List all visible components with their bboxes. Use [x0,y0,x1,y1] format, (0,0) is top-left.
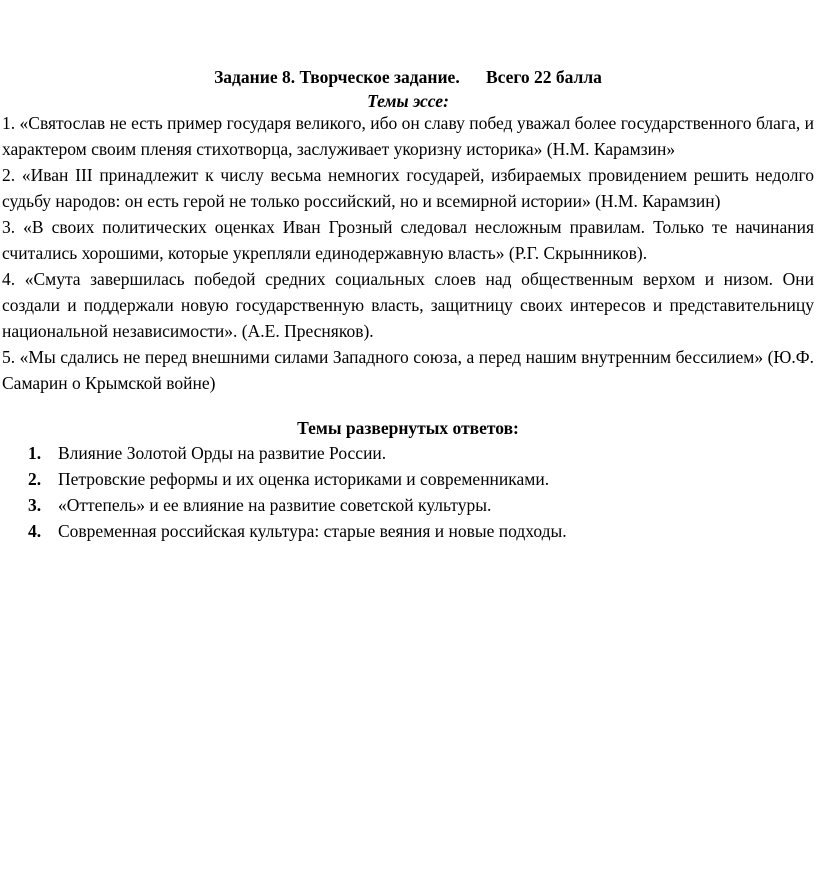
essay-topics-heading: Темы эссе: [367,91,449,111]
task-title: Задание 8. Творческое задание. Всего 22 балла [214,67,602,87]
answer-topic-text: Современная российская культура: старые веяния и новые подходы. [58,521,567,541]
answer-topic-number: 3. [28,495,42,515]
essay-topic-3: 3. «В своих политических оценках Иван Грозный следовал несложным правилам. Только те начинания считались хорошими, которые укрепляли единодержавную власть» (Р.Г. Скрынников). [2,217,814,263]
answer-topics-list [28,440,808,544]
answer-topic-number: 2. [28,469,42,489]
answer-topic-text: Петровские реформы и их оценка историками и современниками. [58,469,550,489]
answer-topic-number: 4. [28,521,42,541]
essay-topic-4: 4. «Смута завершилась победой средних социальных слоев над общественным верхом и низом. Они создали и поддержали новую государственную власть, защитницу своих интересов и представительницу национальной независимости». (А.Е. Пресняков). [2,269,814,341]
essay-topic-2: 2. «Иван III принадлежит к числу весьма немногих государей, избираемых провидением решить недолго судьбу народов: он есть герой не только российский, но и всемирной истории» (Н.М. Карамзин) [2,165,814,211]
answer-topic-3 [28,492,808,518]
essay-topic-1: 1. «Святослав не есть пример государя великого, ибо он славу побед уважал более государственного блага, и характером своим пленяя стихотворца, заслуживает укоризну историка» (Н.М. Карамзин» [2,113,814,159]
essay-topic-5: 5. «Мы сдались не перед внешними силами Западного союза, а перед нашим внутренним бессилием» (Ю.Ф. Самарин о Крымской войне) [2,347,814,393]
answer-topic-1 [28,440,808,466]
answer-topic-text: Влияние Золотой Орды на развитие России. [58,443,387,463]
answer-topic-4 [28,518,808,544]
answer-topic-number: 1. [28,443,42,463]
answer-topic-text: «Оттепель» и ее влияние на развитие советской культуры. [58,495,492,515]
essay-topics-list [2,110,814,396]
answer-topic-2 [28,466,808,492]
answers-heading: Темы развернутых ответов: [297,418,519,438]
